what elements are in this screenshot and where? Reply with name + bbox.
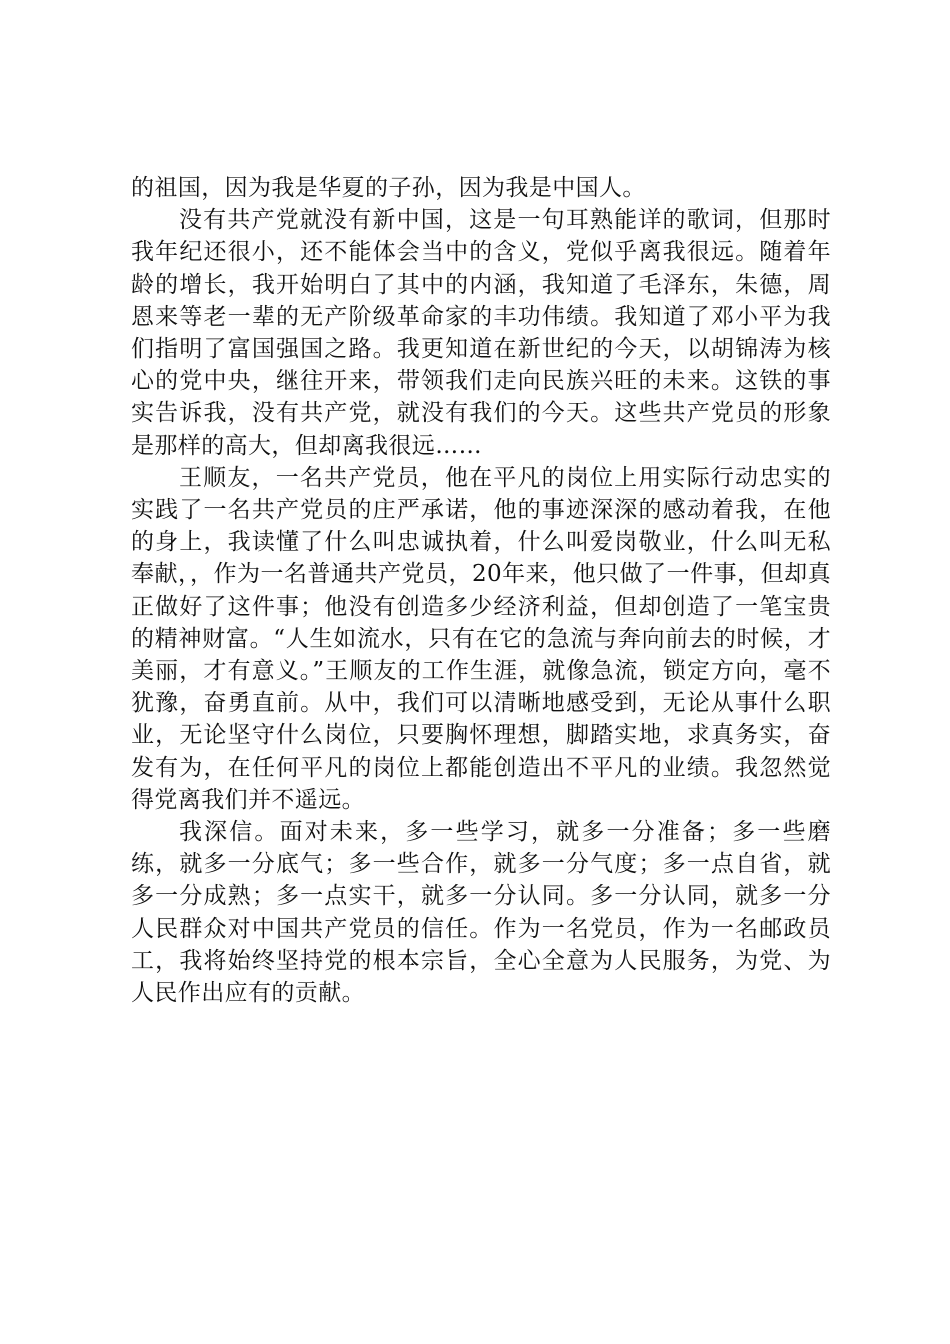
document-body (131, 172, 831, 1009)
paragraph-wang-shunyou: 王顺友，一名共产党员，他在平凡的岗位上用实际行动忠实的实践了一名共产党员的庄严承诺，他的事迹深深的感动着我，在他的身上，我读懂了什么叫忠诚执着，什么叫爱岗敬业，什么叫无私奉献，，作为一名普通共产党员，20年来，他只做了一件事，但却真正做好了这件事；他没有创造多少经济利益，但却创造了一笔宝贵的精神财富。“人生如流水，只有在它的急流与奔向前去的时候，才美丽，才有意义。”王顺友的工作生涯，就像急流，锁定方向，毫不犹豫，奋勇直前。从中，我们可以清晰地感受到，无论从事什么职业，无论坚守什么岗位，只要胸怀理想，脚踏实地，求真务实，奋发有为，在任何平凡的岗位上都能创造出不平凡的业绩。我忽然觉得党离我们并不遥远。 (131, 464, 831, 813)
paragraph-conviction: 我深信。面对未来，多一些学习，就多一分准备；多一些磨练，就多一分底气；多一些合作，就多一分气度；多一点自省，就多一分成熟；多一点实干，就多一分认同。多一分认同，就多一分人民群众对中国共产党员的信任。作为一名党员，作为一名邮政员工，我将始终坚持党的根本宗旨，全心全意为人民服务，为党、为人民作出应有的贡献。 (131, 819, 831, 1007)
paragraph-communist-party: 没有共产党就没有新中国，这是一句耳熟能详的歌词，但那时我年纪还很小，还不能体会当中的含义，党似乎离我很远。随着年龄的增长，我开始明白了其中的内涵，我知道了毛泽东，朱德，周恩来等老一辈的无产阶级革命家的丰功伟绩。我知道了邓小平为我们指明了富国强国之路。我更知道在新世纪的今天，以胡锦涛为核心的党中央，继往开来，带领我们走向民族兴旺的未来。这铁的事实告诉我，没有共产党，就没有我们的今天。这些共产党员的形象是那样的高大，但却离我很远…… (131, 207, 831, 459)
paragraph-continuation: 的祖国，因为我是华夏的子孙，因为我是中国人。 (131, 175, 646, 201)
